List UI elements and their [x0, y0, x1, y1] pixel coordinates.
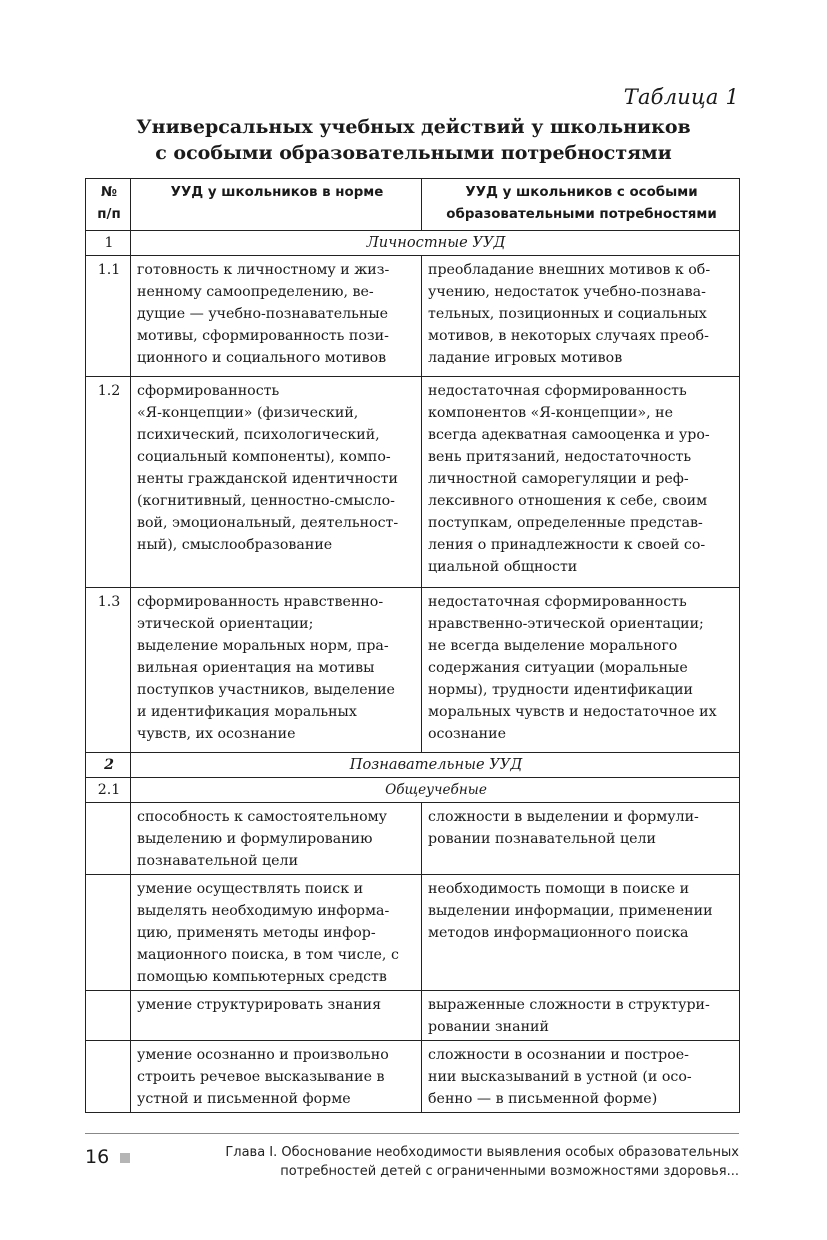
cell-line: ровании знаний	[428, 1019, 549, 1035]
page-number: 16	[85, 1146, 110, 1168]
row-number: 1.2	[86, 377, 131, 588]
norm-cell	[131, 588, 422, 753]
special-cell	[422, 377, 740, 588]
norm-cell	[131, 991, 422, 1041]
cell-line: способность к самостоятельному	[137, 809, 388, 825]
norm-cell	[131, 1041, 422, 1113]
header-number-line-1: №	[100, 185, 118, 200]
special-cell	[422, 991, 740, 1041]
special-cell	[422, 1041, 740, 1113]
cell-line: (когнитивный, ценностно-смысло-	[137, 493, 395, 509]
header-norm: УУД у школьников в норме	[131, 179, 422, 231]
cell-line: ровании познавательной цели	[428, 831, 656, 847]
cell-line: компонентов «Я-концепции», не	[428, 405, 673, 421]
table-row	[86, 377, 740, 588]
header-number-line-2: п/п	[97, 207, 121, 222]
cell-line: сложности в выделении и формули-	[428, 809, 699, 825]
table-title-line-2: с особыми образовательными потребностями	[155, 142, 672, 164]
table-row	[86, 256, 740, 377]
cell-line: ненному самоопределению, ве-	[137, 284, 374, 300]
cell-line: познавательной цели	[137, 853, 299, 869]
cell-line: необходимость помощи в поиске и	[428, 881, 690, 897]
cell-line: тельных, позиционных и социальных	[428, 306, 707, 322]
cell-line: циальной общности	[428, 559, 578, 575]
cell-line: цию, применять методы инфор-	[137, 925, 376, 941]
norm-cell	[131, 256, 422, 377]
cell-line: учению, недостаток учебно-познава-	[428, 284, 706, 300]
cell-line: дущие — учебно-познавательные	[137, 306, 389, 322]
cell-line: выделении информации, применении	[428, 903, 713, 919]
cell-line: бенно — в письменной форме)	[428, 1091, 658, 1107]
row-number	[86, 803, 131, 875]
cell-line: нии высказываний в устной (и осо-	[428, 1069, 692, 1085]
special-cell	[422, 588, 740, 753]
cell-line: всегда адекватная самооценка и уро-	[428, 427, 710, 443]
norm-cell	[131, 377, 422, 588]
cell-line: умение осуществлять поиск и	[137, 881, 364, 897]
cell-line: ления о принадлежности к своей со-	[428, 537, 706, 553]
table-row	[86, 803, 740, 875]
cell-line: нормы), трудности идентификации	[428, 682, 694, 698]
cell-line: и идентификация моральных	[137, 704, 357, 720]
cell-line: вой, эмоциональный, деятельност-	[137, 515, 399, 531]
section-row-personal	[86, 231, 740, 256]
section-title: Познавательные УУД	[131, 753, 740, 778]
section-title: Личностные УУД	[131, 231, 740, 256]
subsection-row-general	[86, 778, 740, 803]
cell-line: ненты гражданской идентичности	[137, 471, 398, 487]
cell-line: выделение моральных норм, пра-	[137, 638, 389, 654]
row-number	[86, 875, 131, 991]
cell-line: чувств, их осознание	[137, 726, 296, 742]
cell-line: сложности в осознании и построе-	[428, 1047, 689, 1063]
running-head-line-1: Глава I. Обоснование необходимости выявления особых образовательных	[225, 1145, 739, 1160]
cell-line: умение осознанно и произвольно	[137, 1047, 389, 1063]
table-row	[86, 875, 740, 991]
header-row	[86, 179, 740, 231]
special-cell	[422, 803, 740, 875]
cell-line: психический, психологический,	[137, 427, 380, 443]
special-cell	[422, 256, 740, 377]
table-row	[86, 1041, 740, 1113]
subsection-number: 2.1	[86, 778, 131, 803]
cell-line: ционного и социального мотивов	[137, 350, 387, 366]
subsection-title: Общеучебные	[131, 778, 740, 803]
footer-divider	[85, 1133, 739, 1134]
section-number: 1	[86, 231, 131, 256]
section-number: 2	[86, 753, 131, 778]
cell-line: содержания ситуации (моральные	[428, 660, 688, 676]
cell-line: мационного поиска, в том числе, с	[137, 947, 399, 963]
cell-line: личностной саморегуляции и реф-	[428, 471, 689, 487]
table-title-line-1: Универсальных учебных действий у школьников	[136, 116, 691, 138]
cell-line: вень притязаний, недостаточность	[428, 449, 692, 465]
uud-table	[85, 178, 740, 1113]
section-row-cognitive	[86, 753, 740, 778]
cell-line: сформированность нравственно-	[137, 594, 384, 610]
cell-line: нравственно-этической ориентации;	[428, 616, 704, 632]
cell-line: готовность к личностному и жиз-	[137, 262, 390, 278]
cell-line: этической ориентации;	[137, 616, 314, 632]
cell-line: не всегда выделение морального	[428, 638, 678, 654]
cell-line: ный), смыслообразование	[137, 537, 333, 553]
cell-line: выделять необходимую информа-	[137, 903, 390, 919]
row-number: 1.1	[86, 256, 131, 377]
running-head-line-2: потребностей детей с ограниченными возможностями здоровья...	[280, 1164, 739, 1179]
running-head	[225, 1143, 739, 1181]
cell-line: поступкам, определенные представ-	[428, 515, 703, 531]
cell-line: ладание игровых мотивов	[428, 350, 623, 366]
cell-line: моральных чувств и недостаточное их	[428, 704, 717, 720]
cell-line: вильная ориентация на мотивы	[137, 660, 375, 676]
cell-line: сформированность	[137, 383, 280, 399]
table-row	[86, 991, 740, 1041]
header-number	[86, 179, 131, 231]
cell-line: устной и письменной форме	[137, 1091, 351, 1107]
row-number	[86, 991, 131, 1041]
table-label: Таблица 1	[623, 85, 739, 109]
cell-line: социальный компоненты), компо-	[137, 449, 391, 465]
page-marker-square	[120, 1153, 130, 1163]
row-number	[86, 1041, 131, 1113]
cell-line: недостаточная сформированность	[428, 594, 687, 610]
cell-line: выделению и формулированию	[137, 831, 373, 847]
table-row	[86, 588, 740, 753]
cell-line: мотивы, сформированность пози-	[137, 328, 389, 344]
cell-line: умение структурировать знания	[137, 997, 382, 1013]
cell-line: методов информационного поиска	[428, 925, 689, 941]
header-special-line-1: УУД у школьников с особыми	[465, 185, 698, 200]
cell-line: лексивного отношения к себе, своим	[428, 493, 708, 509]
cell-line: преобладание внешних мотивов к об-	[428, 262, 711, 278]
cell-line: помощью компьютерных средств	[137, 969, 387, 985]
cell-line: мотивов, в некоторых случаях преоб-	[428, 328, 709, 344]
cell-line: выраженные сложности в структури-	[428, 997, 710, 1013]
header-special-line-2: образовательными потребностями	[446, 207, 717, 222]
row-number: 1.3	[86, 588, 131, 753]
cell-line: поступков участников, выделение	[137, 682, 395, 698]
cell-line: недостаточная сформированность	[428, 383, 687, 399]
cell-line: строить речевое высказывание в	[137, 1069, 385, 1085]
norm-cell	[131, 803, 422, 875]
cell-line: «Я-концепции» (физический,	[137, 405, 359, 421]
table-title	[0, 114, 827, 166]
cell-line: осознание	[428, 726, 506, 742]
header-special	[422, 179, 740, 231]
norm-cell	[131, 875, 422, 991]
special-cell	[422, 875, 740, 991]
